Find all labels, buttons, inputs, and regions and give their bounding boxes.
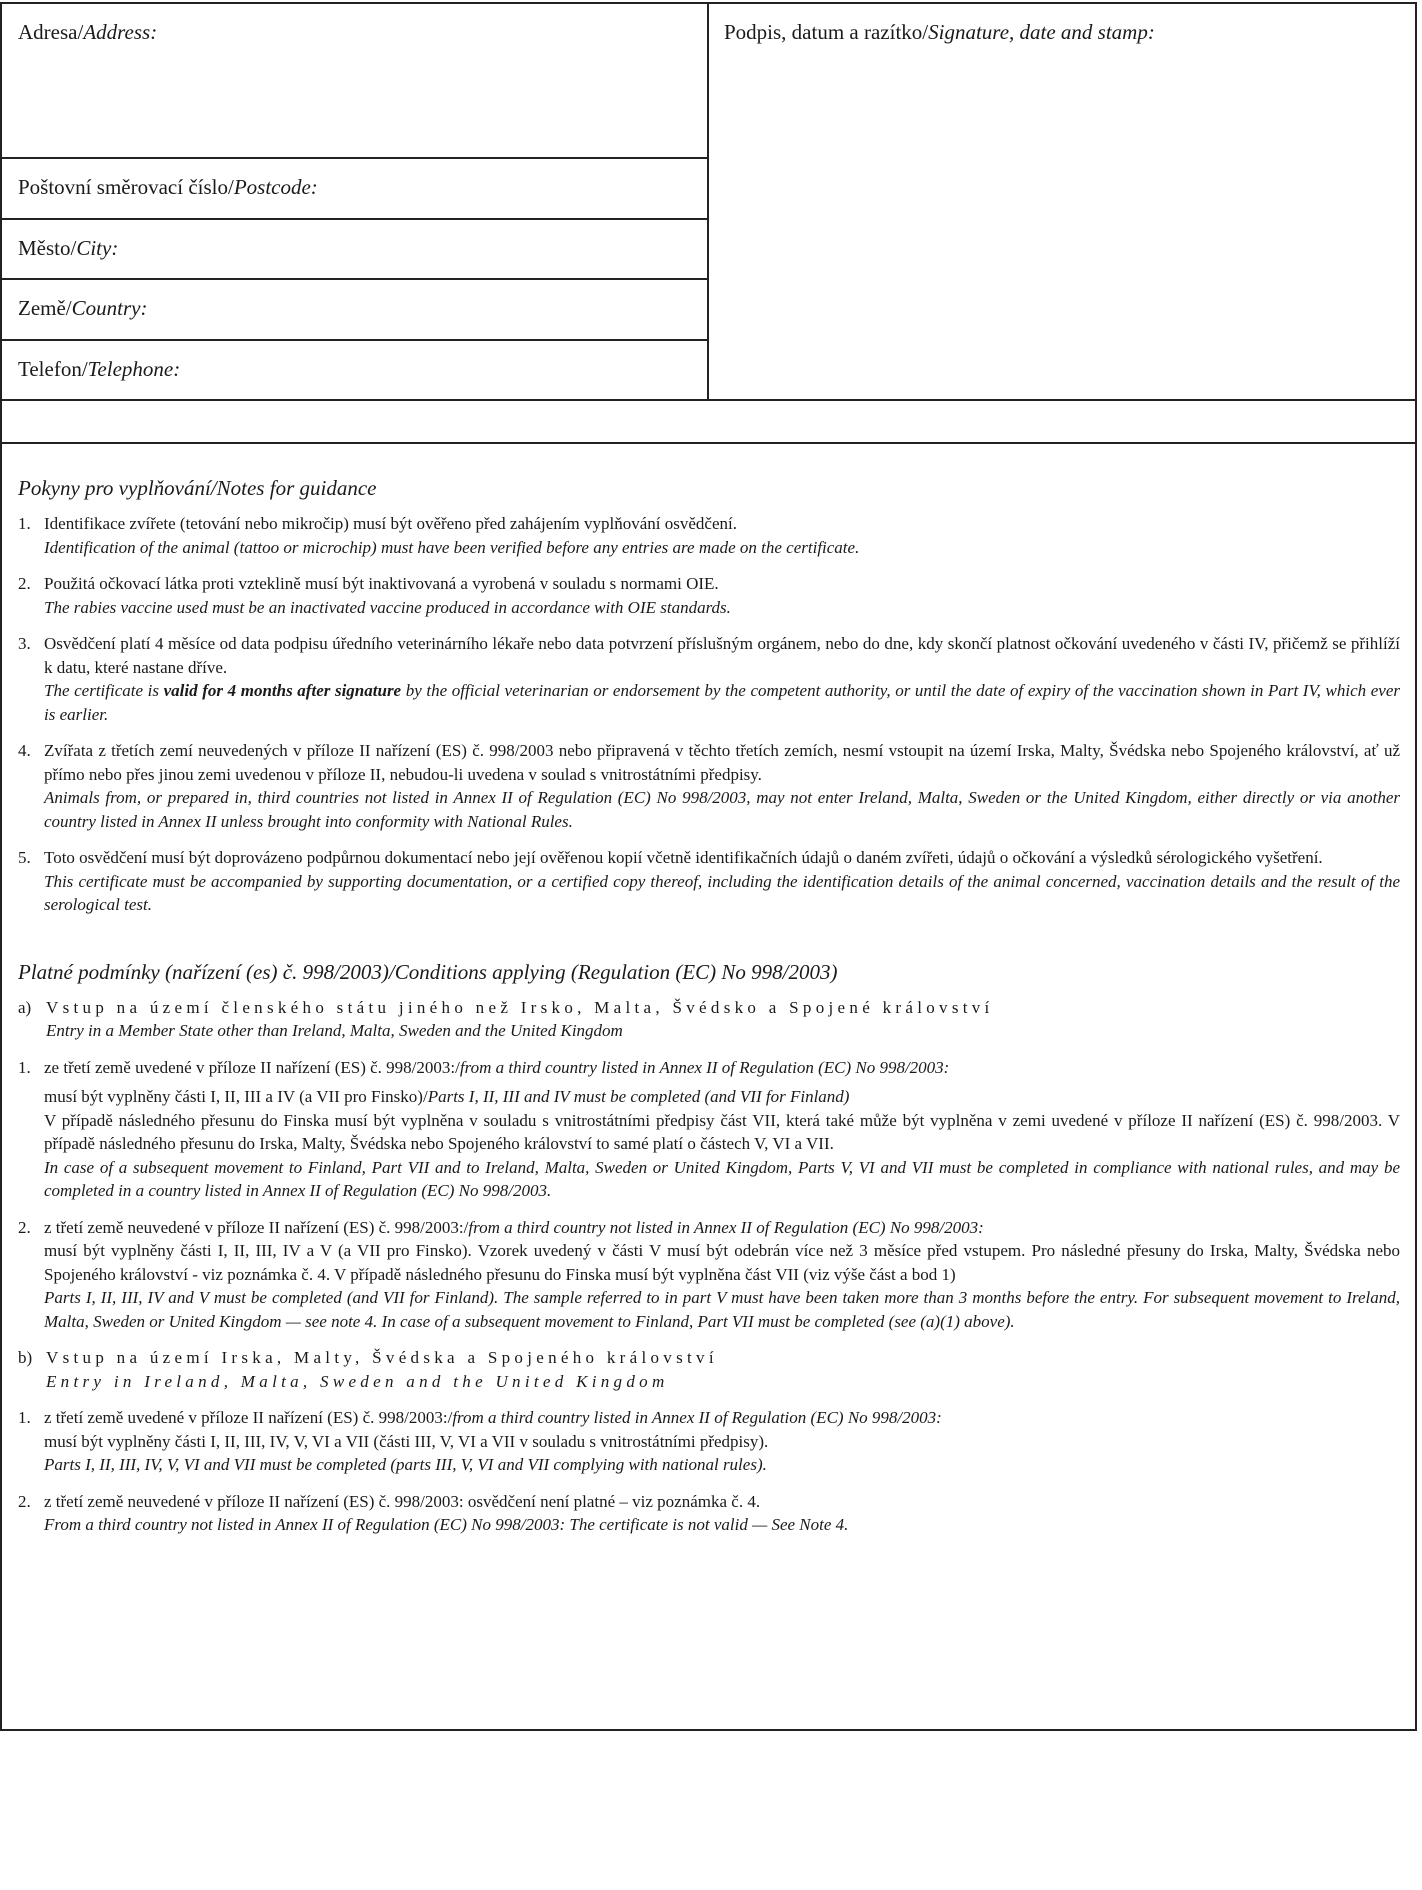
divider-country (0, 278, 709, 280)
divider-telephone (0, 339, 709, 341)
note-1: 1. Identifikace zvířete (tetování nebo mikročip) musí být ověřeno před zahájením vyplňování osvědčení. Identification of the animal (tattoo or microchip) must have been verified before any entries are made on the certificate. (18, 514, 860, 557)
condition-b-item-2: 2. z třetí země neuvedené v příloze II nařízení (ES) č. 998/2003: osvědčení není platné – viz poznámka č. 4. From a third country not listed in Annex II of Regulation (EC) No 998/2003: The certificate is not valid — See Note 4. (18, 1491, 849, 1534)
signature-field[interactable]: Podpis, datum a razítko/Signature, date and stamp: (724, 20, 1155, 44)
condition-b-item-1: 1. z třetí země uvedené v příloze II nařízení (ES) č. 998/2003:/from a third country listed in Annex II of Regulation (EC) No 998/2003: musí být vyplněny části I, II, III, IV, V, VI a VII (části III, V, VI a VII v souladu s vnitrostátními předpisy). Parts I, II, III, IV, V, VI and VII must be completed (parts III, V, VI and VII complying with national rules). (18, 1408, 942, 1474)
city-field[interactable]: Město/City: (18, 236, 119, 260)
condition-a-item-2: 2. z třetí země neuvedené v příloze II nařízení (ES) č. 998/2003:/from a third country not listed in Annex II of Regulation (EC) No 998/2003: musí být vyplněny části I, II, III, IV a V (a VII pro Finsko). Vzorek uvedený v části V musí být odebrán více než 3 měsíce před vstupem. Pro následné přesuny do Irska, Malty, Švédska nebo Spojeného království - viz poznámka č. 4. V případě následného přesunu do Finska musí být vyplněna část VII (viz výše část a bod 1) Parts I, II, III, IV and V must be completed (and VII for Finland). The sample referred to in part V must have been taken more than 3 months before the entry. For subsequent movement to Ireland, Malta, Sweden or United Kingdom — see note 4. In case of a subsequent movement to Finland, Part VII must be completed (see (a)(1) above). (18, 1217, 1400, 1331)
note-4: 4. Zvířata z třetích zemí neuvedených v příloze II nařízení (ES) č. 998/2003 nebo připravená v těchto třetích zemích, nesmí vstoupit na území Irska, Malty, Švédska nebo Spojeného království, ať už přímo nebo přes jinou zemi uvedenou v příloze II, nebudou-li uvedena v soulad s vnitrostátními předpisy. Animals from, or prepared in, third countries not listed in Annex II of Regulation (EC) No 998/2003, may not enter Ireland, Malta, Sweden or the United Kingdom, either directly or via another country listed in Annex II unless brought into conformity with National Rules. (18, 741, 1400, 831)
condition-b: b) Vstup na území Irska, Malty, Švédska a Spojeného království Entry in Ireland, Malta, Sweden and the United Kingdom (18, 1348, 718, 1391)
divider-city (0, 218, 709, 220)
condition-a-item-1: 1. ze třetí země uvedené v příloze II nařízení (ES) č. 998/2003:/from a third country listed in Annex II of Regulation (EC) No 998/2003: musí být vyplněny části I, II, III a IV (a VII pro Finsko)/Parts I, II, III and IV must be completed (and VII for Finland) V případě následného přesunu do Finska musí být vyplněna v souladu s vnitrostátními předpisy část VII, která také může být vyplněna v zemi uvedené v příloze II nařízení (ES) č. 998/2003. V případě následného přesunu do Irska, Malty, Švédska nebo Spojeného království to samé platí o částech V, VI a VII. In case of a subsequent movement to Finland, Part VII and to Ireland, Malta, Sweden or United Kingdom, Parts V, VI and VII must be completed in compliance with national rules, and may be completed in a country listed in Annex II of Regulation (EC) No 998/2003. (18, 1057, 1400, 1200)
note-2: 2. Použitá očkovací látka proti vzteklině musí být inaktivovaná a vyrobená v souladu s normami OIE. The rabies vaccine used must be an inactivated vaccine produced in accordance with OIE standards. (18, 574, 731, 617)
note-5: 5. Toto osvědčení musí být doprovázeno podpůrnou dokumentací nebo její ověřenou kopií včetně identifikačních údajů o daném zvířeti, údajů o očkování a výsledků sérologického vyšetření. This certificate must be accompanied by supporting documentation, or a certified copy thereof, including the identification details of the animal concerned, vaccination details and the result of the serological test. (18, 848, 1400, 914)
postcode-field[interactable]: Poštovní směrovací číslo/Postcode: (18, 175, 318, 199)
column-divider (707, 2, 709, 401)
country-field[interactable]: Země/Country: (18, 296, 148, 320)
notes-heading: Pokyny pro vyplňování/Notes for guidance (18, 476, 377, 500)
conditions-heading: Platné podmínky (nařízení (es) č. 998/2003)/Conditions applying (Regulation (EC) No 998/2003) (18, 959, 838, 984)
condition-a: a) Vstup na území členského státu jiného než Irsko, Malta, Švédsko a Spojené království Entry in a Member State other than Ireland, Malta, Sweden and the United Kingdom (18, 997, 994, 1040)
note-3: 3. Osvědčení platí 4 měsíce od data podpisu úředního veterinárního lékaře nebo data potvrzení příslušným orgánem, nebo do dne, kdy skončí platnost očkování uvedeného v části IV, přičemž se přihlíží k datu, které nastane dříve. The certificate is valid for 4 months after signature by the official veterinarian or endorsement by the competent authority, or until the date of expiry of the vaccination shown in Part IV, which ever is earlier. (18, 634, 1400, 724)
divider-postcode (0, 157, 709, 159)
telephone-field[interactable]: Telefon/Telephone: (18, 357, 181, 381)
divider-form-bottom (0, 399, 1417, 401)
divider-notes-top (0, 442, 1417, 444)
address-field[interactable]: Adresa/Address: (18, 20, 158, 44)
guidance-content (18, 474, 1400, 1550)
